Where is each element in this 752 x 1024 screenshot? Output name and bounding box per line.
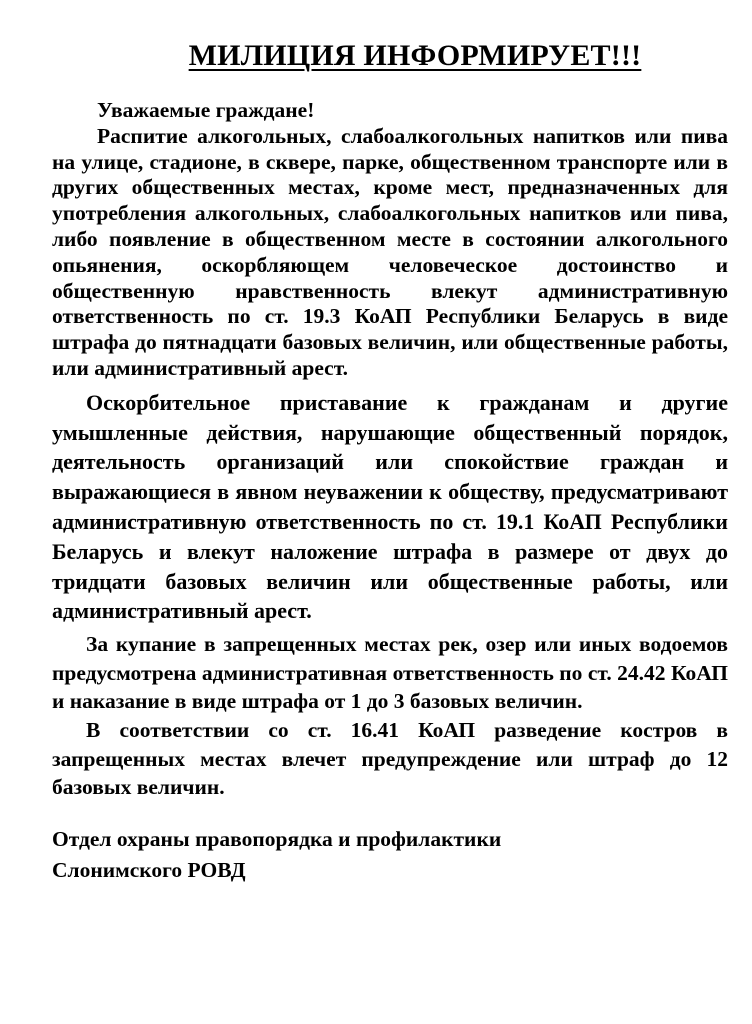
paragraph-swimming: За купание в запрещенных местах рек, озер или иных водоемов предусмотрена административная ответственность по ст. 24.42 КоАП и наказание в виде штрафа от 1 до 3 базовых величин. — [52, 632, 728, 714]
signature-block — [52, 824, 728, 886]
notice-page — [52, 38, 728, 886]
signature-department: Отдел охраны правопорядка и профилактики — [52, 826, 502, 851]
paragraph-public-order: Оскорбительное приставание к гражданам и другие умышленные действия, нарушающие общественный порядок, деятельность организаций или спокойствие граждан и выражающиеся в явном неуважении к обществу, предусматривают административную ответственность по ст. 19.1 КоАП Республики Беларусь и влекут наложение штрафа в размере от двух до тридцати базовых величин или общественные работы, или административный арест. — [52, 389, 728, 624]
greeting: Уважаемые граждане! — [97, 98, 315, 122]
paragraph-bonfires: В соответствии со ст. 16.41 КоАП разведение костров в запрещенных местах влечет предупреждение или штраф до 12 базовых величин. — [52, 717, 728, 800]
signature-office: Слонимского РОВД — [52, 857, 246, 882]
paragraph-public-drinking: Распитие алкогольных, слабоалкогольных напитков или пива на улице, стадионе, в сквере, парке, общественном транспорте или в других общественных местах, кроме мест, предназначенных для употребления алкогольных, слабоалкогольных напитков или пива, либо появление в общественном месте в состоянии алкогольного опьянения, оскорбляющем человеческое достоинство и общественную нравственность влекут административную ответственность по ст. 19.3 КоАП Республики Беларусь в виде штрафа до пятнадцати базовых величин, или общественные работы, или административный арест. — [52, 123, 728, 380]
page-title: МИЛИЦИЯ ИНФОРМИРУЕТ!!! — [188, 39, 642, 72]
